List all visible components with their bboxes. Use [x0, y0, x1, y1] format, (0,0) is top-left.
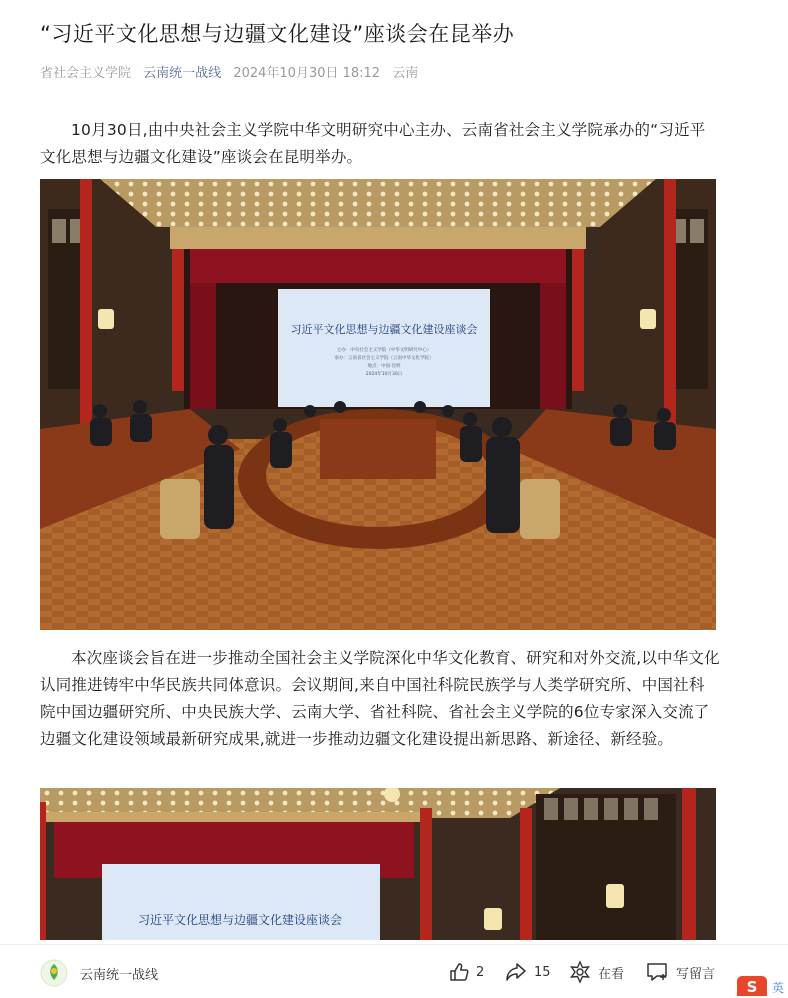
like-button[interactable]	[448, 959, 484, 985]
comment-button[interactable]	[646, 959, 715, 985]
screen-sub-1: 主办：中央社会主义学院（中华文明研究中心）	[336, 348, 432, 353]
wow-button[interactable]	[568, 959, 624, 985]
comment-label: 写留言	[676, 966, 716, 982]
article-title: “习近平文化思想与边疆文化建设”座谈会在昆举办	[40, 22, 515, 46]
meeting-photo-2	[40, 788, 716, 940]
corner-lang-label[interactable]: 英	[772, 981, 785, 995]
paragraph-body: 本次座谈会旨在进一步推动全国社会主义学院深化中华文化教育、研究和对外交流,以中华文化认同推进铸牢中华民族共同体意识。会议期间,来自中国社科院民族学与人类学研究所、中国社科院中国边疆研究所、中央民族大学、云南大学、省社科院、省社会主义学院的6位专家深入交流了边疆文化建设领域最新研究成果,就进一步推动边疆文化建设提出新思路、新途径、新经验。	[40, 649, 720, 748]
source-logo-icon[interactable]	[40, 959, 68, 987]
paragraph-intro: 10月30日,由中央社会主义学院中华文明研究中心主办、云南省社会主义学院承办的“习近平文化思想与边疆文化建设”座谈会在昆明举办。	[40, 121, 706, 166]
comment-icon	[646, 961, 670, 983]
sohu-s-logo-icon[interactable]: S	[737, 976, 767, 996]
article-meta	[40, 64, 426, 84]
share-arrow-icon	[504, 961, 528, 983]
share-count: 15	[534, 964, 551, 980]
screen-sub-2: 承办：云南省社会主义学院（云南中华文化学院）	[334, 356, 434, 361]
meta-location: 云南	[392, 66, 419, 81]
share-button[interactable]	[504, 959, 551, 985]
screen-date: 2024年10月30日	[365, 372, 403, 377]
screen-sub-3: 地点：中国·昆明	[367, 364, 401, 369]
meeting-photo-1	[40, 179, 716, 630]
thumb-up-icon	[448, 961, 470, 983]
meta-datetime: 2024年10月30日 18:12	[233, 66, 381, 81]
wow-flower-icon	[568, 960, 592, 984]
meta-account-link[interactable]: 云南统一战线	[143, 66, 222, 81]
bottom-action-bar	[0, 944, 788, 994]
wow-label: 在看	[598, 966, 625, 982]
screen-title-2: 习近平文化思想与边疆文化建设座谈会	[137, 913, 343, 927]
source-account-name[interactable]: 云南统一战线	[80, 968, 159, 983]
like-count: 2	[476, 964, 485, 980]
screen-title-1: 习近平文化思想与边疆文化建设座谈会	[290, 323, 478, 336]
meta-source: 省社会主义学院	[40, 66, 132, 81]
